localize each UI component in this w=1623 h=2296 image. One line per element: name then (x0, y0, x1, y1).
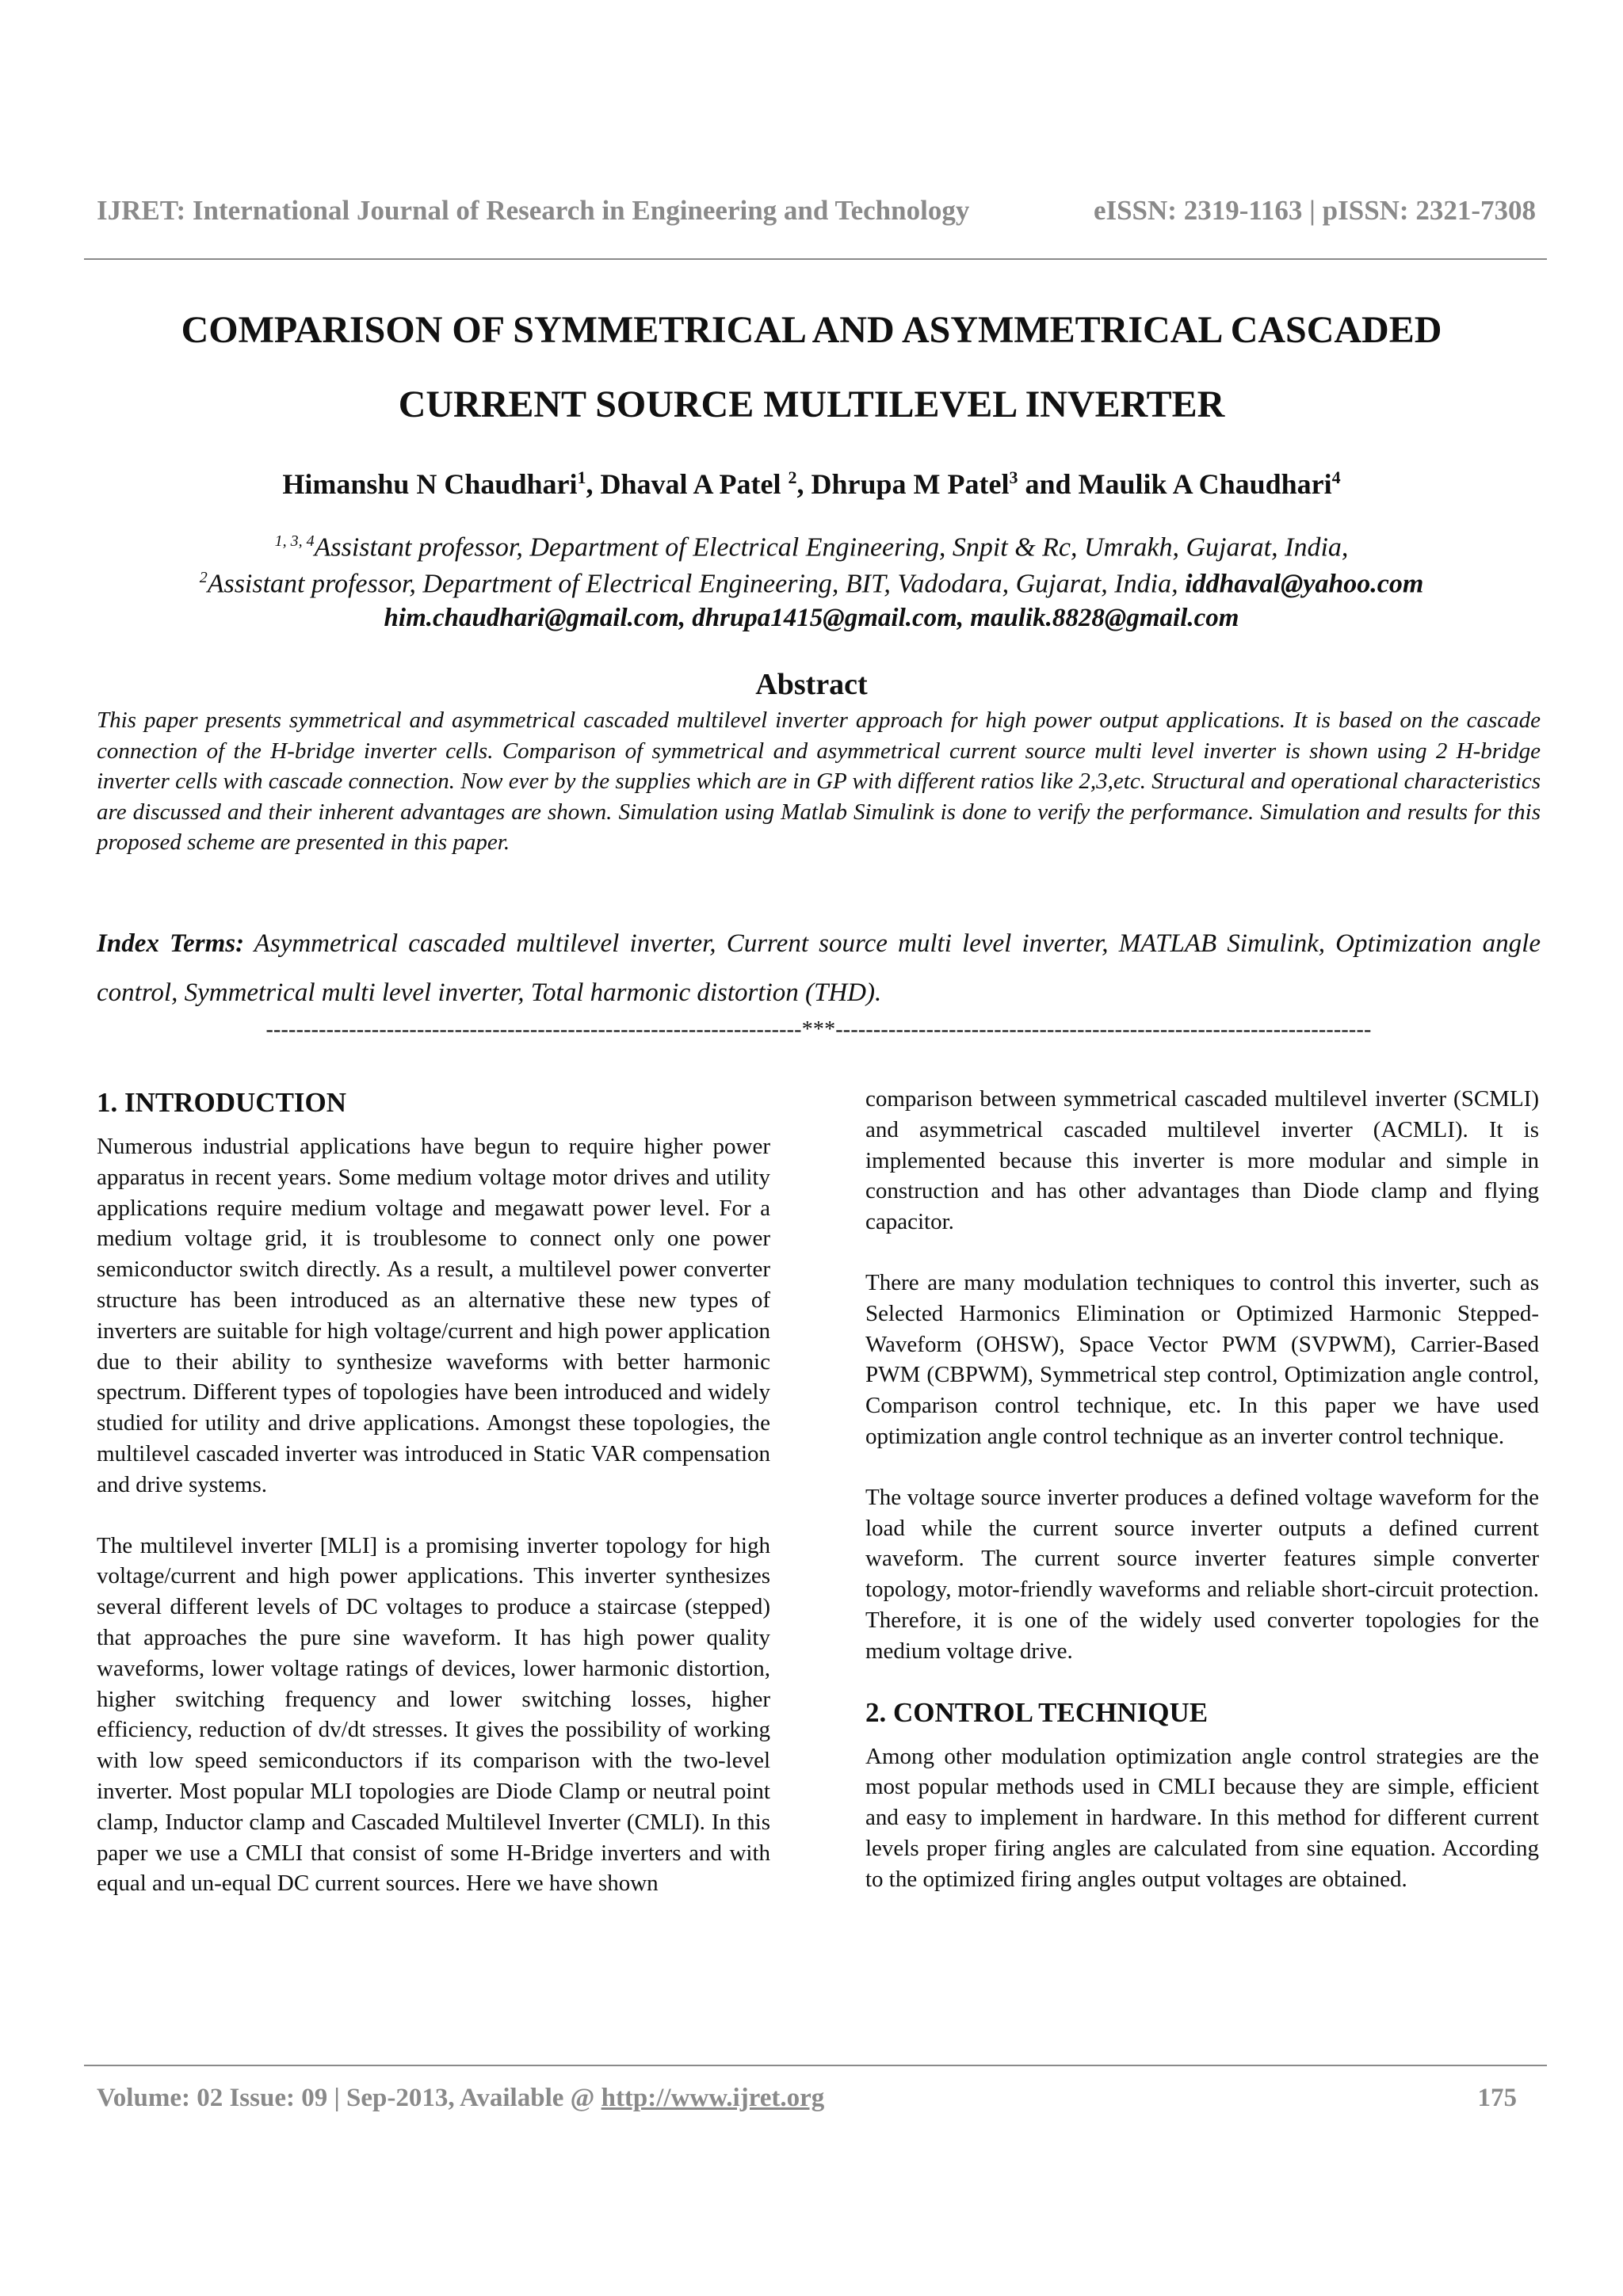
index-terms-text: Asymmetrical cascaded multilevel inverter, Current source multi level inverter, MATLAB Simulink, Optimization angle control, Symmetrical multi level inverter, Total harmonic distortion (THD). (97, 929, 1541, 1007)
control-technique-paragraph: Among other modulation optimization angle control strategies are the most popular methods used in CMLI because they are simple, efficient and easy to implement in hardware. In this method for different current levels proper firing angles are calculated from sine equation. According to the optimized firing angles output voltages are obtained. (865, 1743, 1539, 1892)
page-footer (97, 2084, 1517, 2113)
journal-name: IJRET: International Journal of Research in Engineering and Technology (97, 195, 970, 226)
author-1: Himanshu N Chaudhari (282, 468, 578, 500)
section-separator: -----------------------------------------------------------------------***----------------------------------------------------------------------- (265, 1017, 1372, 1042)
author-3-sup: 3 (1009, 467, 1018, 487)
index-terms-label: Index Terms: (97, 929, 245, 958)
footer-volume-text: Volume: 02 Issue: 09 | Sep-2013, Available @ (97, 2084, 601, 2112)
header-rule (84, 258, 1547, 260)
footer-volume (97, 2084, 824, 2113)
right-column (865, 1084, 1539, 1925)
affiliation-1-sup: 1, 3, 4 (274, 532, 315, 550)
affiliation-2-text: Assistant professor, Department of Electrical Engineering, BIT, Vadodara, Gujarat, India, (207, 569, 1186, 599)
introduction-paragraph-5: The voltage source inverter produces a defined voltage waveform for the load while the current source inverter outputs a defined current waveform. The current source inverter features simple converter topology, motor-friendly waveforms and reliable short-circuit protection. Therefore, it is one of the widely used converter topologies for the medium voltage drive. (865, 1484, 1539, 1664)
abstract-heading: Abstract (755, 668, 868, 701)
author-2-sup: 2 (788, 467, 797, 487)
abstract-text: This paper presents symmetrical and asymmetrical cascaded multilevel inverter approach for high power output applications. It is based on the cascade connection of the H-bridge inverter cells. Comparison of symmetrical and asymmetrical current source multi level inverter is shown using 2 H-bridge inverter cells with cascade connection. Now ever by the supplies which are in GP with different ratios like 2,3,etc. Structural and operational characteristics are discussed and their inherent advantages are shown. Simulation using Matlab Simulink is done to verify the performance. Simulation and results for this proposed scheme are presented in this paper. (97, 707, 1541, 855)
index-terms (97, 919, 1541, 1017)
affiliation-2 (63, 569, 1560, 599)
introduction-paragraph-2: The multilevel inverter [MLI] is a promising inverter topology for high voltage/current and high power applications. This inverter synthesizes several different levels of DC voltages to produce a staircase (stepped) that approaches the pure sine waveform. It has high power quality waveforms, lower voltage ratings of devices, lower harmonic distortion, higher switching frequency and lower switching losses, higher efficiency, reduction of dv/dt stresses. It gives the possibility of working with low speed semiconductors if its comparison with the two-level inverter. Most popular MLI topologies are Diode Clamp or neutral point clamp, Inductor clamp and Cascaded Multilevel Inverter (CMLI). In this paper we use a CMLI that consist of some H-Bridge inverters and with equal and un-equal DC current sources. Here we have shown (97, 1532, 770, 1897)
left-column (97, 1087, 770, 1929)
affiliation-2-email: iddhaval@yahoo.com (1185, 569, 1424, 599)
author-1-sup: 1 (577, 467, 586, 487)
page-number: 175 (1477, 2084, 1517, 2112)
introduction-paragraph-1: Numerous industrial applications have begun to require higher power apparatus in recent years. Some medium voltage motor drives and utility applications require medium voltage and megawatt power level. For a medium voltage grid, it is troublesome to connect only one power semiconductor switch directly. As a result, a multilevel power converter structure has been introduced as an alternative these new types of inverters are suitable for high voltage/current and high power application due to their ability to synthesize waveforms with better harmonic spectrum. Different types of topologies have been introduced and widely studied for utility and drive applications. Amongst these topologies, the multilevel cascaded inverter was introduced in Static VAR compensation and drive systems. (97, 1134, 770, 1497)
author-2: , Dhaval A Patel (586, 468, 789, 500)
affiliation-2-sup: 2 (199, 569, 208, 586)
affiliation-1 (63, 532, 1560, 563)
control-technique-heading: 2. CONTROL TECHNIQUE (865, 1696, 1209, 1728)
paper-title (63, 293, 1560, 442)
introduction-paragraph-3: comparison between symmetrical cascaded multilevel inverter (SCMLI) and asymmetrical cascaded multilevel inverter (ACMLI). It is implemented because this inverter is more modular and simple in construction and has other advantages than Diode clamp and flying capacitor. (865, 1086, 1539, 1235)
issn: eISSN: 2319-1163 | pISSN: 2321-7308 (1093, 195, 1536, 226)
author-emails: him.chaudhari@gmail.com, dhrupa1415@gmail.com, maulik.8828@gmail.com (384, 604, 1239, 632)
author-list (63, 467, 1560, 501)
footer-rule (84, 2065, 1547, 2066)
affiliation-1-text: Assistant professor, Department of Electrical Engineering, Snpit & Rc, Umrakh, Gujarat, India, (314, 532, 1349, 563)
author-3: , Dhrupa M Patel (796, 468, 1010, 500)
author-4-sup: 4 (1331, 467, 1341, 487)
running-header (97, 195, 1536, 227)
title-line-1: COMPARISON OF SYMMETRICAL AND ASYMMETRICAL CASCADED (181, 309, 1442, 351)
journal-link[interactable]: http://www.ijret.org (601, 2084, 825, 2112)
author-4: and Maulik A Chaudhari (1018, 468, 1332, 500)
title-line-2: CURRENT SOURCE MULTILEVEL INVERTER (398, 383, 1225, 425)
introduction-paragraph-4: There are many modulation techniques to control this inverter, such as Selected Harmonics Elimination or Optimized Harmonic Stepped-Waveform (OHSW), Space Vector PWM (SVPWM), Carrier-Based PWM (CBPWM), Symmetrical step control, Optimization angle control, Comparison control technique, etc. In this paper we have used optimization angle control technique as an inverter control technique. (865, 1269, 1539, 1449)
introduction-heading: 1. INTRODUCTION (97, 1087, 347, 1118)
